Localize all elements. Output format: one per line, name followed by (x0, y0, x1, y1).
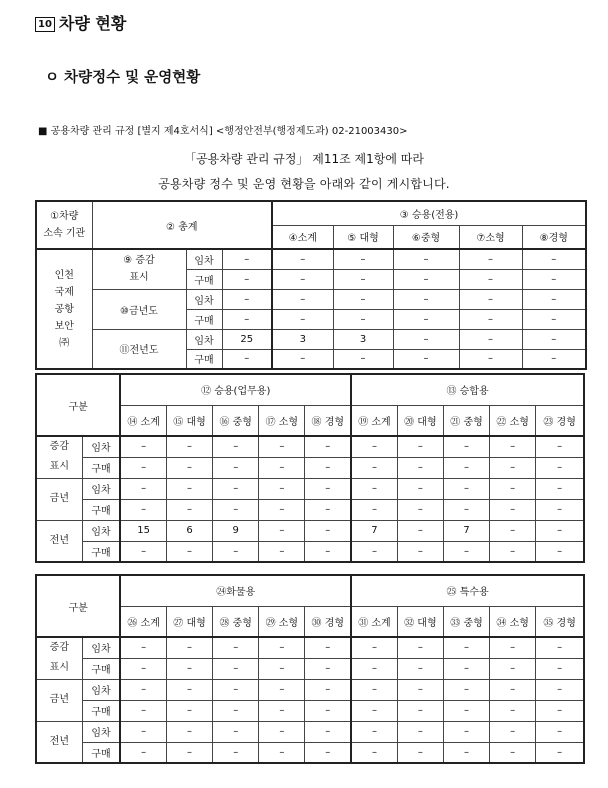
cell: – (259, 436, 305, 457)
cell: – (536, 700, 584, 721)
cell: 3 (272, 329, 333, 349)
cell: 6 (166, 520, 212, 541)
sub-header: ⑭ 소계 (120, 405, 166, 436)
row-group-label: 금년 (36, 679, 82, 721)
row-type: 구매 (82, 742, 120, 763)
table-row (36, 679, 584, 700)
cell: – (213, 721, 259, 742)
total-value: – (222, 249, 272, 269)
cell: – (333, 249, 393, 269)
intro-line-2: 공용차량 정수 및 운영 현황을 아래와 같이 게시합니다. (158, 177, 450, 191)
cell: – (522, 269, 586, 289)
total-value: – (222, 269, 272, 289)
cell: – (397, 457, 443, 478)
cell: – (166, 679, 212, 700)
cell: – (166, 436, 212, 457)
cell: – (536, 721, 584, 742)
sub-header: ⑥중형 (393, 225, 459, 249)
cell: – (351, 742, 397, 763)
cell: – (397, 742, 443, 763)
cell: – (397, 721, 443, 742)
cell: – (305, 700, 351, 721)
table-row (36, 742, 584, 763)
cell: – (459, 289, 522, 309)
cell: – (120, 721, 166, 742)
cell: – (536, 679, 584, 700)
sedan-dedicated-header: ③ 승용(전용) (272, 201, 586, 225)
sub-header: ㉗ 대형 (166, 606, 212, 637)
table-row (36, 700, 584, 721)
cell: – (351, 700, 397, 721)
cell: – (397, 637, 443, 658)
cell: 7 (351, 520, 397, 541)
cell: – (459, 249, 522, 269)
cell: – (333, 349, 393, 369)
cell: – (305, 478, 351, 499)
table-row (36, 658, 584, 679)
cell: – (213, 478, 259, 499)
cell: – (333, 289, 393, 309)
cell: – (397, 436, 443, 457)
sub-header: ㉙ 소형 (259, 606, 305, 637)
table-row (36, 541, 584, 562)
cell: – (305, 721, 351, 742)
cell: – (536, 520, 584, 541)
cell: – (120, 742, 166, 763)
cell: – (443, 457, 489, 478)
cell: – (213, 499, 259, 520)
cell: – (305, 520, 351, 541)
cell: – (120, 478, 166, 499)
cell: 15 (120, 520, 166, 541)
cell: – (393, 289, 459, 309)
group-header-b: ⑬ 승합용 (351, 374, 584, 405)
cell: – (443, 436, 489, 457)
cell: – (443, 721, 489, 742)
section-title (35, 11, 126, 34)
row-type: 임차 (186, 329, 222, 349)
cell: – (490, 637, 536, 658)
cell: – (166, 721, 212, 742)
cell: – (259, 457, 305, 478)
cell: – (490, 520, 536, 541)
cell: – (443, 499, 489, 520)
cell: – (213, 742, 259, 763)
sub-header: ㉜ 대형 (397, 606, 443, 637)
cell: – (213, 658, 259, 679)
cell: – (272, 269, 333, 289)
row-type: 구매 (186, 349, 222, 369)
cell: – (120, 457, 166, 478)
cell: – (351, 658, 397, 679)
sub-header: ⑲ 소계 (351, 405, 397, 436)
form-note: ■ 공용차량 관리 규정 [별지 제4호서식] <행정안전부(행정제도과) 02-21003430> (38, 126, 408, 137)
table-cargo-special (35, 574, 585, 764)
group-header-b: ㉕ 특수용 (351, 575, 584, 606)
cell: – (459, 329, 522, 349)
row-group-label: 금년 (36, 478, 82, 520)
table-row (36, 457, 584, 478)
cell: – (397, 679, 443, 700)
cell: – (490, 700, 536, 721)
cell: – (305, 742, 351, 763)
sub-header: ⑰ 소형 (259, 405, 305, 436)
row-group-label: 증감 표시 (36, 436, 82, 478)
cell: 9 (213, 520, 259, 541)
sub-header: ㉝ 중형 (443, 606, 489, 637)
cell: – (397, 478, 443, 499)
sub-header: ④소계 (272, 225, 333, 249)
cell: – (272, 249, 333, 269)
sub-header: ⑦소형 (459, 225, 522, 249)
row-group-label: ⑪전년도 (92, 329, 186, 369)
cell: – (351, 478, 397, 499)
cell: – (213, 436, 259, 457)
sub-header: ㉚ 경형 (305, 606, 351, 637)
total-header: ② 총계 (92, 201, 272, 249)
row-type: 구매 (82, 499, 120, 520)
cell: – (166, 478, 212, 499)
cell: – (259, 700, 305, 721)
cell: – (213, 457, 259, 478)
cell: – (536, 436, 584, 457)
cell: – (120, 436, 166, 457)
cell: – (259, 721, 305, 742)
cell: – (393, 309, 459, 329)
cell: – (259, 658, 305, 679)
table-row (36, 520, 584, 541)
cell: – (333, 269, 393, 289)
cell: – (522, 309, 586, 329)
cell: – (213, 700, 259, 721)
sub-header: ⑳ 대형 (397, 405, 443, 436)
row-type: 임차 (82, 679, 120, 700)
cell: – (490, 478, 536, 499)
cell: – (397, 658, 443, 679)
cell: – (522, 249, 586, 269)
table-row (36, 436, 584, 457)
cell: – (305, 637, 351, 658)
cell: – (490, 742, 536, 763)
cell: – (305, 436, 351, 457)
cell: – (213, 637, 259, 658)
section-number: 10 (35, 17, 55, 32)
cell: – (490, 541, 536, 562)
corner-header: 구분 (36, 575, 120, 637)
cell: – (213, 679, 259, 700)
row-type: 임차 (186, 249, 222, 269)
cell: – (333, 309, 393, 329)
total-value: – (222, 349, 272, 369)
cell: – (351, 457, 397, 478)
cell: – (522, 289, 586, 309)
sub-header: ⑮ 대형 (166, 405, 212, 436)
cell: – (393, 269, 459, 289)
cell: – (443, 658, 489, 679)
row-type: 임차 (82, 436, 120, 457)
table-row (36, 721, 584, 742)
row-type: 구매 (82, 457, 120, 478)
cell: – (490, 658, 536, 679)
row-group-label: ⑩금년도 (92, 289, 186, 329)
row-type: 임차 (82, 478, 120, 499)
row-group-label: ⑨ 증감 표시 (92, 249, 186, 289)
row-type: 구매 (82, 658, 120, 679)
cell: – (490, 499, 536, 520)
cell: – (120, 658, 166, 679)
cell: – (536, 637, 584, 658)
cell: – (120, 700, 166, 721)
table-business-van (35, 373, 585, 563)
table-row (36, 329, 586, 349)
table-row (36, 289, 586, 309)
row-type: 임차 (82, 520, 120, 541)
cell: – (259, 478, 305, 499)
cell: – (351, 499, 397, 520)
cell: – (120, 499, 166, 520)
cell: – (166, 541, 212, 562)
section-title-text: 차량 현황 (58, 14, 127, 33)
cell: – (397, 700, 443, 721)
table-row (36, 499, 584, 520)
total-value: 25 (222, 329, 272, 349)
cell: – (397, 520, 443, 541)
cell: – (536, 742, 584, 763)
cell: 7 (443, 520, 489, 541)
row-group-label: 전년 (36, 721, 82, 763)
cell: – (259, 637, 305, 658)
cell: – (166, 457, 212, 478)
org-name: 인천 국제 공항 보안 ㈜ (36, 249, 92, 369)
cell: 3 (333, 329, 393, 349)
cell: – (393, 349, 459, 369)
sub-header: ㉛ 소계 (351, 606, 397, 637)
cell: – (443, 478, 489, 499)
cell: – (536, 457, 584, 478)
cell: – (305, 499, 351, 520)
row-type: 임차 (82, 721, 120, 742)
cell: – (522, 349, 586, 369)
cell: – (490, 457, 536, 478)
cell: – (459, 269, 522, 289)
table-row (36, 478, 584, 499)
cell: – (166, 700, 212, 721)
corner-header: 구분 (36, 374, 120, 436)
row-type: 임차 (82, 637, 120, 658)
group-header-a: ㉔화물용 (120, 575, 351, 606)
cell: – (272, 349, 333, 369)
row-type: 구매 (186, 269, 222, 289)
sub-header: ㉖ 소계 (120, 606, 166, 637)
sub-header: ㉒ 소형 (490, 405, 536, 436)
cell: – (120, 679, 166, 700)
sub-header: ㉞ 소형 (490, 606, 536, 637)
sub-header: ㉑ 중형 (443, 405, 489, 436)
cell: – (522, 329, 586, 349)
cell: – (272, 309, 333, 329)
cell: – (443, 541, 489, 562)
row-type: 임차 (186, 289, 222, 309)
cell: – (259, 520, 305, 541)
row-group-label: 증감 표시 (36, 637, 82, 679)
cell: – (351, 721, 397, 742)
total-value: – (222, 289, 272, 309)
cell: – (259, 499, 305, 520)
cell: – (351, 541, 397, 562)
cell: – (259, 679, 305, 700)
cell: – (120, 541, 166, 562)
intro-line-1: 「공용차량 관리 규정」 제11조 제1항에 따라 (184, 152, 424, 166)
cell: – (490, 679, 536, 700)
cell: – (393, 329, 459, 349)
cell: – (443, 742, 489, 763)
cell: – (490, 721, 536, 742)
cell: – (213, 541, 259, 562)
row-type: 구매 (186, 309, 222, 329)
cell: – (536, 478, 584, 499)
sub-header: ⑯ 중형 (213, 405, 259, 436)
table-row (36, 637, 584, 658)
cell: – (166, 637, 212, 658)
row-group-label: 전년 (36, 520, 82, 562)
sub-header: ⑤ 대형 (333, 225, 393, 249)
sub-header: ㉟ 경형 (536, 606, 584, 637)
cell: – (305, 658, 351, 679)
cell: – (490, 436, 536, 457)
cell: – (272, 289, 333, 309)
org-header: ①차량 소속 기관 (36, 201, 92, 249)
total-value: – (222, 309, 272, 329)
cell: – (259, 541, 305, 562)
cell: – (351, 679, 397, 700)
cell: – (120, 637, 166, 658)
cell: – (393, 249, 459, 269)
cell: – (536, 658, 584, 679)
cell: – (397, 499, 443, 520)
cell: – (305, 679, 351, 700)
cell: – (459, 349, 522, 369)
cell: – (536, 541, 584, 562)
cell: – (443, 679, 489, 700)
cell: – (443, 700, 489, 721)
row-type: 구매 (82, 700, 120, 721)
cell: – (351, 436, 397, 457)
table-sedan-dedicated (35, 200, 587, 370)
cell: – (536, 499, 584, 520)
cell: – (166, 499, 212, 520)
cell: – (397, 541, 443, 562)
sub-header: ⑱ 경형 (305, 405, 351, 436)
cell: – (305, 541, 351, 562)
subsection-title: ㅇ 차량정수 및 운영현황 (45, 70, 201, 86)
cell: – (305, 457, 351, 478)
sub-header: ㉘ 중형 (213, 606, 259, 637)
cell: – (259, 742, 305, 763)
cell: – (351, 637, 397, 658)
cell: – (443, 637, 489, 658)
cell: – (166, 742, 212, 763)
sub-header: ⑧경형 (522, 225, 586, 249)
cell: – (166, 658, 212, 679)
table-row (36, 249, 586, 269)
cell: – (459, 309, 522, 329)
sub-header: ㉓ 경형 (536, 405, 584, 436)
row-type: 구매 (82, 541, 120, 562)
group-header-a: ⑫ 승용(업무용) (120, 374, 351, 405)
